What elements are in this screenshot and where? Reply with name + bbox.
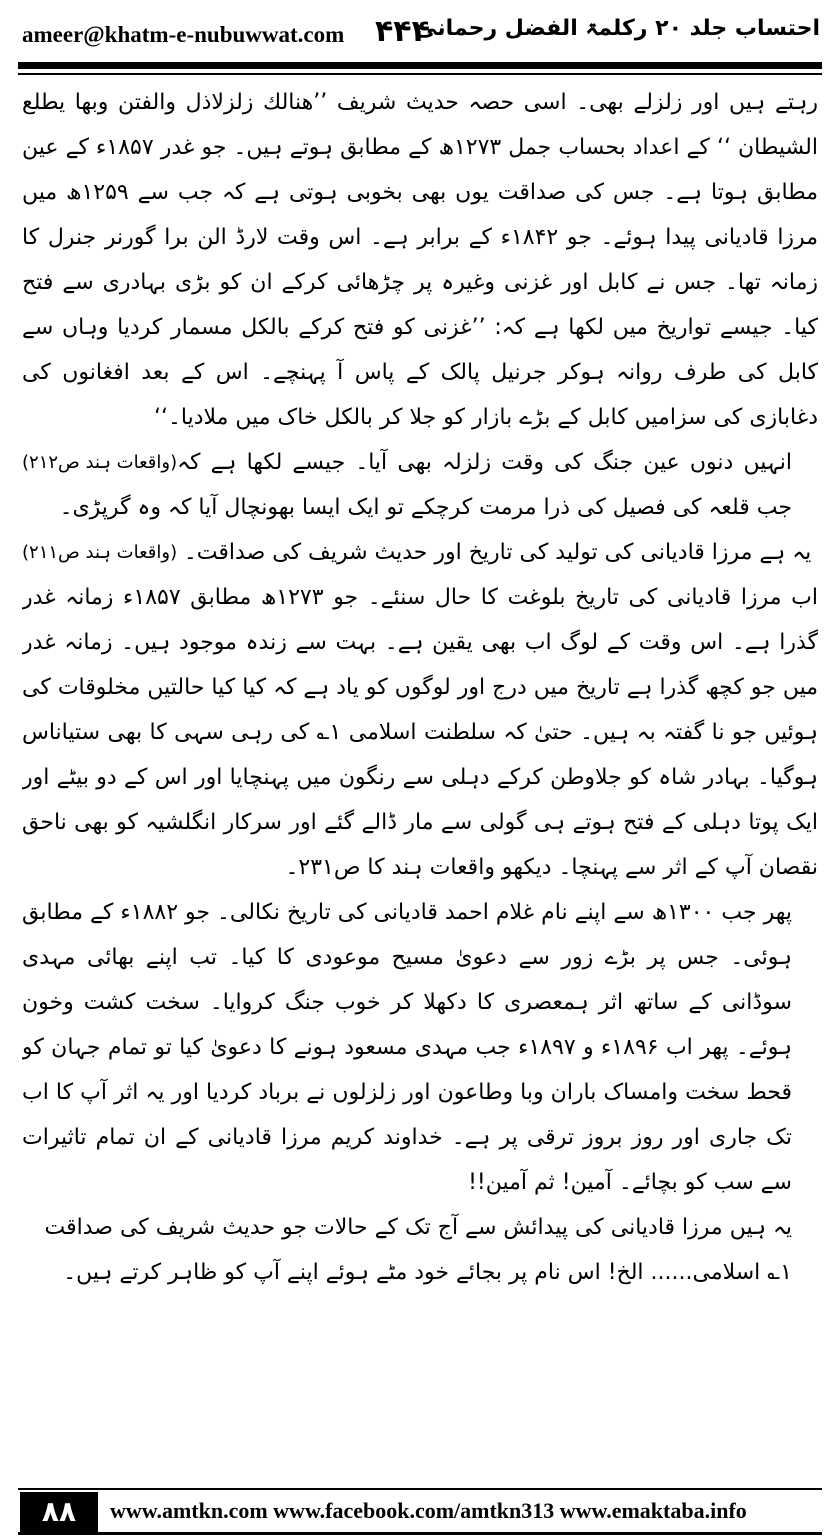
header-email: ameer@khatm-e-nubuwwat.com [22, 22, 345, 47]
paragraph-1-text: رہتے ہیں اور زلزلے بھی۔ اسی حصہ حدیث شریف ’’ھنالك زلزلاذل والفتن وبها یطلع الشیطان ‘‘ کے اعداد بحساب جمل ۱۲۷۳ھ کے مطابق ہوتے ہیں۔ جو غدر ۱۸۵۷ء کے عین مطابق ہوتا ہے۔ جس کی صداقت یوں بھی بخوبی ہوتی ہے کہ جب سے ۱۲۵۹ھ میں مرزا قادیانی پیدا ہوئے۔ جو ۱۸۴۲ء کے برابر ہے۔ اس وقت لارڈ الن برا گورنر جنرل کا زمانہ تھا۔ جس نے کابل اور غزنی وغیرہ پر چڑھائی کرکے ان کو بڑی بہادری سے فتح کیا۔ جیسے تواریخ میں لکھا ہے کہ: ’’غزنی کو فتح کرکے بالکل مسمار کردیا وہاں سے کابل کی طرف روانہ ہوکر جرنیل پالک کے پاس آ پہنچے۔ اس کے بعد افغانوں کی دغابازی کی سزامیں کابل کے بڑے بازار کو جلا کر بالکل خاک میں ملادیا۔‘‘ [22, 90, 818, 430]
reference-1: (واقعات ہند ص۲۱۲) [22, 452, 178, 473]
footer-links[interactable]: www.amtkn.com www.facebook.com/amtkn313 www.emaktaba.info [110, 1498, 747, 1523]
header-title: احتساب جلد ۲۰ رکلمۃ الفضل رحمانی [415, 16, 820, 41]
header-rule-thin [18, 73, 822, 75]
header-rule-thick [18, 62, 822, 69]
page-body [22, 80, 818, 1470]
footer-page-number: ۸۸ [20, 1492, 98, 1532]
reference-2: (واقعات ہند ص۲۱۱) [22, 542, 178, 563]
paragraph-1 [22, 80, 818, 473]
paragraph-5: پھر جب ۱۳۰۰ھ سے اپنے نام غلام احمد قادیانی کی تاریخ نکالی۔ جو ۱۸۸۲ء کے مطابق ہوئی۔ جس پر بڑے زور سے دعویٰ مسیح موعودی کا کیا۔ تب اپنے بھائی مہدی سوڈانی کے ساتھ اثر ہمعصری کا دکھلا کر خوب جنگ کروایا۔ سخت کشت وخون ہوئے۔ پھر اب ۱۸۹۶ء و ۱۸۹۷ء جب مہدی مسعود ہونے کا دعویٰ کیا تو تمام جہان کو قحط سخت وامساک باران وبا وطاعون اور زلزلوں نے برباد کردیا اور یہ اثر آپ کا اب تک جاری اور روز بروز ترقی پر ہے۔ خداوند کریم مرزا قادیانی کے ان تمام تاثیرات سے سب کو بچائے۔ آمین! ثم آمین!! [22, 900, 792, 1195]
paragraph-6: یہ ہیں مرزا قادیانی کی پیدائش سے آج تک کے حالات جو حدیث شریف کی صداقت [44, 1215, 792, 1240]
paragraph-3: یہ ہے مرزا قادیانی کی تولید کی تاریخ اور حدیث شریف کی صداقت۔ [183, 540, 812, 565]
footer-rule-bottom [18, 1532, 822, 1535]
footer-rule-top [18, 1488, 822, 1490]
paragraph-2-text: انہیں دنوں عین جنگ کی وقت زلزلہ بھی آیا۔ جیسے لکھا ہے کہ جب قلعہ کی فصیل کی ذرا مرمت کرچکے تو ایک ایسا بھونچال آیا کہ وہ گرپڑی۔ [59, 450, 792, 520]
page-header [0, 0, 840, 60]
header-page-number: ۴۴۴ [375, 14, 430, 49]
paragraph-4: اب مرزا قادیانی کی تاریخ بلوغت کا حال سنئے۔ جو ۱۲۷۳ھ مطابق ۱۸۵۷ء زمانہ غدر گذرا ہے۔ اس وقت کے لوگ اب بھی یقین ہے۔ بہت سے زندہ موجود ہیں۔ زمانہ غدر میں جو کچھ گذرا ہے تاریخ میں درج اور لوگوں کو یاد ہے کہ کیا کیا حالتیں مخلوقات کی ہوئیں جو نا گفتہ بہ ہیں۔ حتیٰ کہ سلطنت اسلامی ۱؎ کی رہی سہی کا بھی ستیاناس ہوگیا۔ بہادر شاہ کو جلاوطن کرکے دہلی سے رنگون میں پہنچایا اور اس کے دو بیٹے اور ایک پوتا دہلی کے فتح ہوتے ہی گولی سے مار ڈالے گئے اور سرکار انگلشیہ کو بھی ناحق نقصان آپ کے اثر سے پہنچا۔ دیکھو واقعات ہند کا ص۲۳۱۔ [22, 585, 818, 880]
page-footer [0, 1488, 840, 1536]
footnote: ۱؎ اسلامی...... الخ! اس نام پر بجائے خود مٹے ہوئے اپنے آپ کو ظاہر کرتے ہیں۔ [63, 1260, 792, 1285]
